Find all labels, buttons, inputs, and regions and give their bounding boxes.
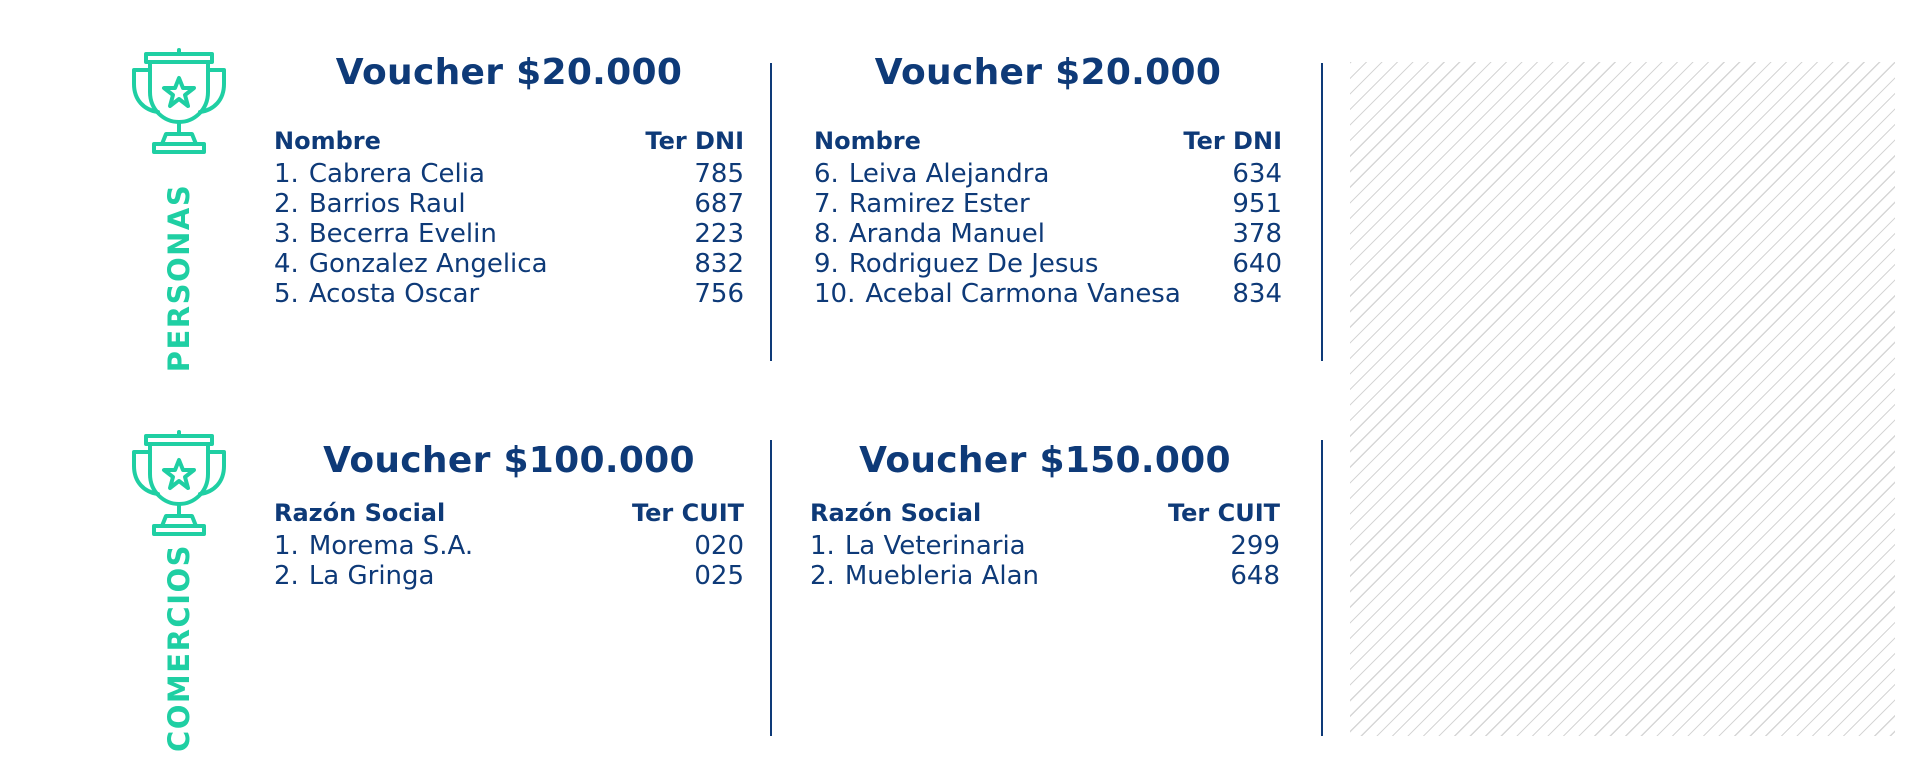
voucher-panel-personas-1 xyxy=(274,52,744,309)
hatched-placeholder xyxy=(1350,62,1895,736)
row-name: Acosta Oscar xyxy=(308,279,480,309)
row-code: 025 xyxy=(694,561,744,591)
row-code: 756 xyxy=(694,279,744,309)
table-header xyxy=(274,499,744,527)
column-divider xyxy=(770,440,772,736)
comercios-label: COMERCIOS xyxy=(162,543,196,753)
list-item xyxy=(814,279,1282,309)
row-name: Leiva Alejandra xyxy=(848,159,1050,189)
list-item xyxy=(274,159,744,189)
row-code: 832 xyxy=(694,249,744,279)
table-header xyxy=(274,127,744,155)
panel-title: Voucher $20.000 xyxy=(874,52,1222,93)
row-name: Gonzalez Angelica xyxy=(308,249,548,279)
list-item xyxy=(274,279,744,309)
panel-title: Voucher $100.000 xyxy=(323,440,695,481)
row-number: 2. xyxy=(274,189,299,219)
row-number: 4. xyxy=(274,249,299,279)
column-header-code: Ter CUIT xyxy=(631,499,744,527)
row-number: 1. xyxy=(810,531,835,561)
row-code: 785 xyxy=(694,159,744,189)
column-header-name: Razón Social xyxy=(274,499,446,527)
row-name: Barrios Raul xyxy=(308,189,466,219)
row-code: 648 xyxy=(1230,561,1280,591)
trophy-icon xyxy=(124,48,234,158)
column-header-name: Nombre xyxy=(814,127,921,155)
column-header-code: Ter DNI xyxy=(1183,127,1282,155)
list-item xyxy=(814,159,1282,189)
table-header xyxy=(810,499,1280,527)
row-name: Muebleria Alan xyxy=(844,561,1039,591)
list-item xyxy=(274,561,744,591)
list-item xyxy=(814,249,1282,279)
winners-list xyxy=(274,531,744,591)
row-code: 020 xyxy=(694,531,744,561)
voucher-panel-comercios-1 xyxy=(274,440,744,591)
column-header-code: Ter CUIT xyxy=(1167,499,1280,527)
row-number: 8. xyxy=(814,219,839,249)
row-number: 10. xyxy=(814,279,856,309)
row-name: La Gringa xyxy=(308,561,435,591)
row-code: 634 xyxy=(1232,159,1282,189)
row-name: Becerra Evelin xyxy=(308,219,497,249)
row-number: 7. xyxy=(814,189,839,219)
voucher-panel-comercios-2 xyxy=(810,440,1280,591)
row-name: Morema S.A. xyxy=(308,531,474,561)
list-item xyxy=(814,219,1282,249)
column-divider xyxy=(1321,63,1323,361)
list-item xyxy=(274,219,744,249)
row-number: 5. xyxy=(274,279,299,309)
winners-list xyxy=(810,531,1280,591)
row-name: Ramirez Ester xyxy=(848,189,1030,219)
row-number: 6. xyxy=(814,159,839,189)
row-number: 9. xyxy=(814,249,839,279)
column-divider xyxy=(1321,440,1323,736)
panel-title: Voucher $20.000 xyxy=(335,52,683,93)
list-item xyxy=(274,189,744,219)
row-number: 3. xyxy=(274,219,299,249)
list-item xyxy=(810,561,1280,591)
column-header-code: Ter DNI xyxy=(645,127,744,155)
row-code: 951 xyxy=(1232,189,1282,219)
panel-title: Voucher $150.000 xyxy=(859,440,1231,481)
column-divider xyxy=(770,63,772,361)
row-number: 1. xyxy=(274,159,299,189)
column-header-name: Nombre xyxy=(274,127,381,155)
row-name: Rodriguez De Jesus xyxy=(848,249,1099,279)
voucher-panel-personas-2 xyxy=(814,52,1282,309)
row-code: 640 xyxy=(1232,249,1282,279)
row-number: 1. xyxy=(274,531,299,561)
row-code: 687 xyxy=(694,189,744,219)
row-name: Cabrera Celia xyxy=(308,159,485,189)
column-header-name: Razón Social xyxy=(810,499,982,527)
list-item xyxy=(274,249,744,279)
winners-list xyxy=(274,159,744,309)
row-code: 223 xyxy=(694,219,744,249)
trophy-icon xyxy=(124,430,234,540)
row-name: La Veterinaria xyxy=(844,531,1026,561)
row-code: 299 xyxy=(1230,531,1280,561)
row-code: 834 xyxy=(1232,279,1282,309)
table-header xyxy=(814,127,1282,155)
list-item xyxy=(274,531,744,561)
row-code: 378 xyxy=(1232,219,1282,249)
list-item xyxy=(814,189,1282,219)
row-name: Acebal Carmona Vanesa xyxy=(865,279,1181,309)
winners-list xyxy=(814,159,1282,309)
row-number: 2. xyxy=(810,561,835,591)
list-item xyxy=(810,531,1280,561)
row-name: Aranda Manuel xyxy=(848,219,1045,249)
row-number: 2. xyxy=(274,561,299,591)
personas-label: PERSONAS xyxy=(162,183,196,373)
